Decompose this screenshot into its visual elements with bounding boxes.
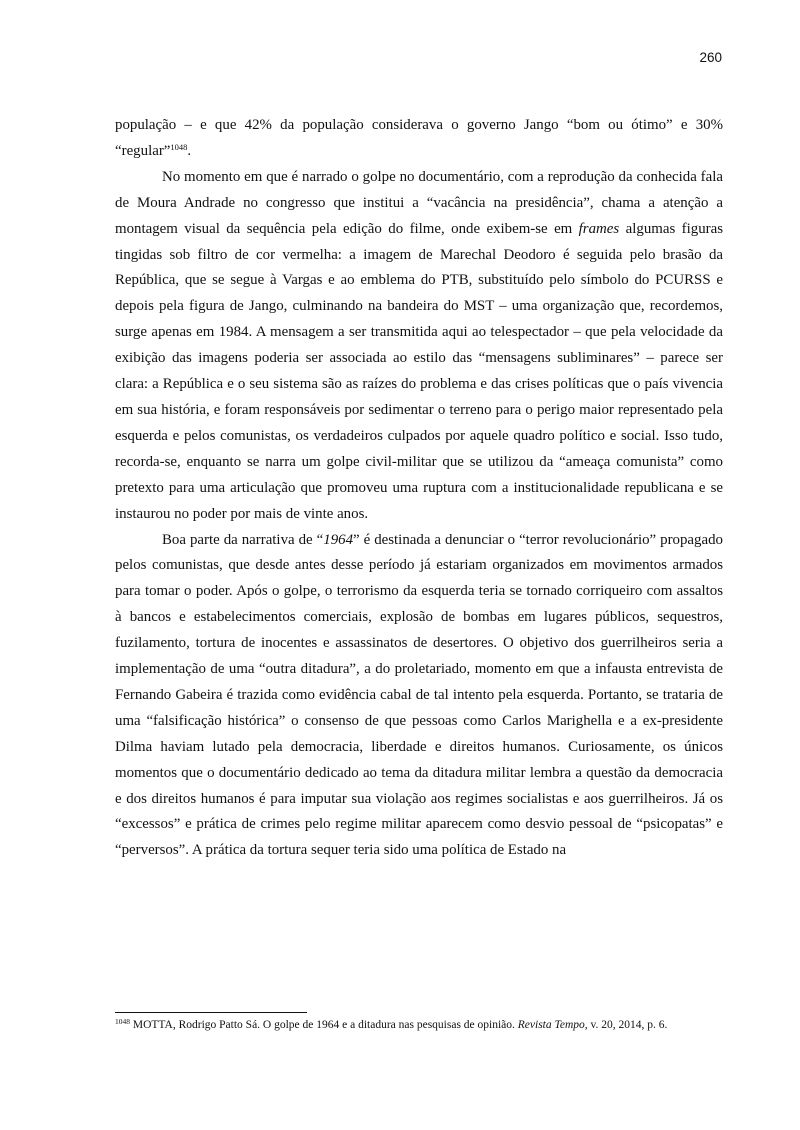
paragraph-3 — [115, 528, 723, 865]
footnote — [115, 1018, 723, 1034]
paragraph-1-end: . — [187, 142, 192, 159]
paragraph-2-italic-term: frames — [578, 220, 620, 237]
paragraph-1 — [115, 113, 723, 165]
footnote-reference[interactable]: 1048 — [170, 141, 188, 152]
paragraph-1-text: população – e que 42% da população considerava o governo Jango “bom ou ótimo” e 30% “regular” — [115, 117, 723, 159]
paragraph-3-start: Boa parte da narrativa de “ — [162, 531, 324, 548]
paragraph-3-italic-title: 1964 — [323, 531, 354, 548]
paragraph-2 — [115, 165, 723, 528]
paragraph-3-rest: ” é destinada a denunciar o “terror revolucionário” propagado pelos comunistas, que desde antes desse período já estariam organizados em movimentos armados para tomar o poder. Após o golpe, o terrorismo da esquerda teria se tornado corriqueiro com assaltos à bancos e estabelecimentos comerciais, explosão de bombas em lugares públicos, sequestros, fuzilamento, tortura de inocentes e assassinatos de desertores. O objetivo dos guerrilheiros seria a implementação de uma “outra ditadura”, a do proletariado, momento em que a infausta entrevista de Fernando Gabeira é trazida como evidência cabal de tal intento pela esquerda. Portanto, se trataria de uma “falsificação histórica” o consenso de que pessoas como Carlos Marighella e a ex-presidente Dilma haviam lutado pela democracia, liberdade e direitos humanos. Curiosamente, os únicos momentos que o documentário dedicado ao tema da ditadura militar lembra a questão da democracia e dos direitos humanos é para imputar sua violação aos regimes socialistas e aos guerrilheiros. Já os “excessos” e prática de crimes pelo regime militar aparecem como desvio pessoal de “psicopatas” e “perversos”. A prática da tortura sequer teria sido uma política de Estado na — [115, 531, 723, 859]
paragraph-2-rest: algumas figuras tingidas sob filtro de cor vermelha: a imagem de Marechal Deodoro é seguida pelo brasão da República, que se segue à Vargas e ao emblema do PTB, substituído pelo símbolo do PCURSS e depois pela figura de Jango, culminando na bandeira do MST – uma organização que, recordemos, surge apenas em 1984. A mensagem a ser transmitida aqui ao telespectador – que pela velocidade da exibição das imagens poderia ser associada ao estilo das “mensagens subliminares” – parece ser clara: a República e o seu sistema são as raízes do problema e das crises políticas que o país vivencia em sua história, e foram responsáveis por sedimentar o terreno para o perigo maior representado pela esquerda e pelos comunistas, os verdadeiros culpados por aquele quadro político e social. Isso tudo, recorda-se, enquanto se narra um golpe civil-militar que se utilizou da “ameaça comunista” como pretexto para uma articulação que promoveu uma ruptura com a institucionalidade republicana e se instaurou no poder por mais de vinte anos. — [115, 220, 724, 522]
paragraph-2-start: No momento em que é narrado o golpe no documentário, com a reprodução da conhecida fala de Moura Andrade no congresso que institui a “vacância na presidência”, chama a atenção a montagem visual da sequência pela edição do filme, onde exibem-se em — [115, 168, 723, 237]
footnote-text-start: MOTTA, Rodrigo Patto Sá. O golpe de 1964 e a ditadura nas pesquisas de opinião. — [130, 1019, 518, 1031]
body-text — [115, 113, 723, 864]
footnote-text-end: , v. 20, 2014, p. 6. — [584, 1019, 668, 1031]
footnote-number: 1048 — [115, 1017, 130, 1026]
footnote-separator — [115, 1012, 307, 1013]
page-number: 260 — [699, 50, 722, 65]
footnote-journal-title: Revista Tempo — [517, 1019, 585, 1031]
